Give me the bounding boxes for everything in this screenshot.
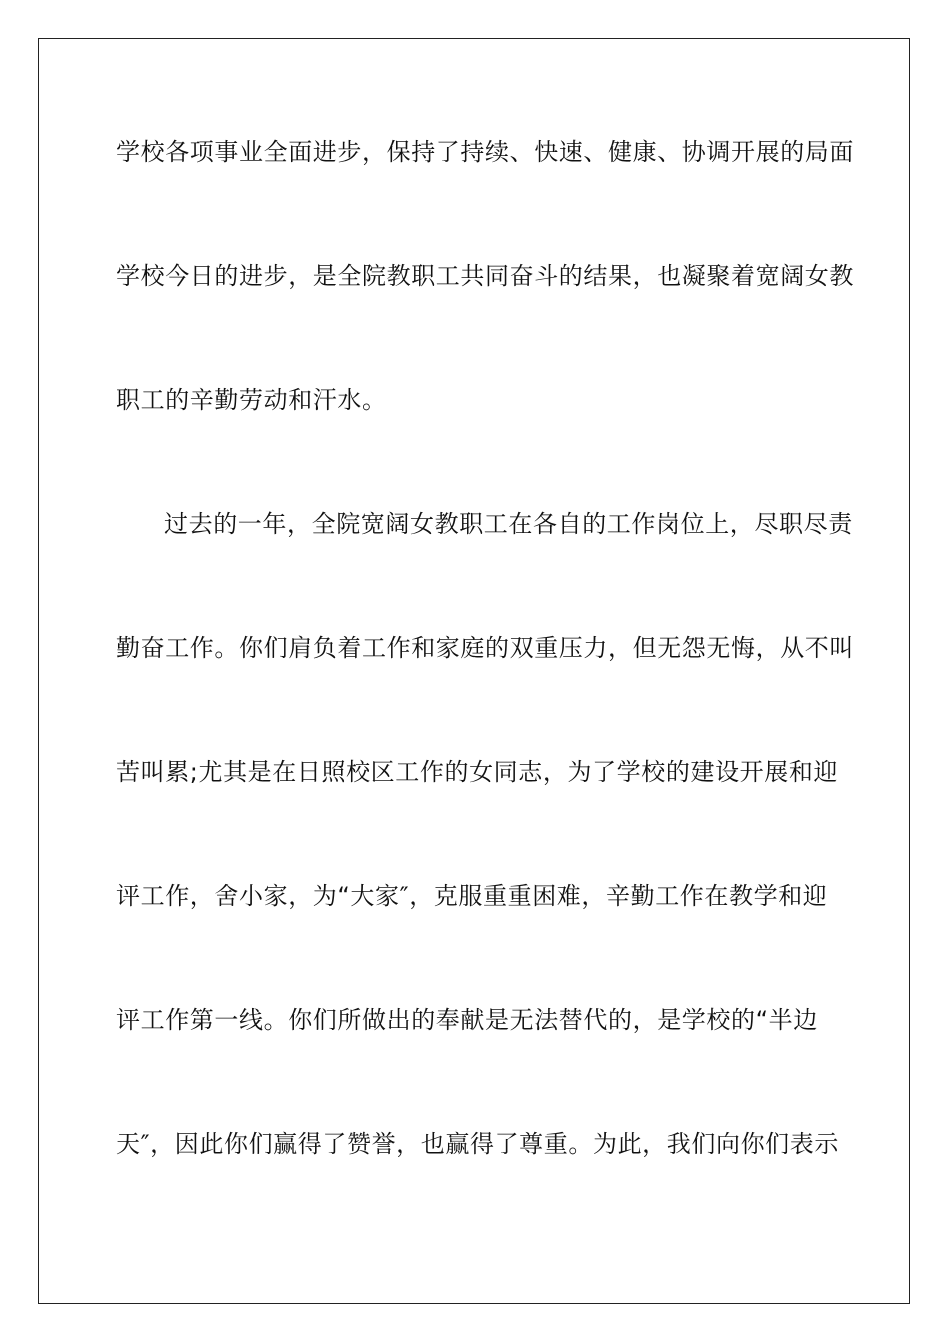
text-line-7: 评工作，舍小家，为“大家″，克服重重困难，辛勤工作在教学和迎	[116, 882, 828, 910]
text-line-2: 学校今日的进步，是全院教职工共同奋斗的结果，也凝聚着宽阔女教	[116, 262, 854, 290]
text-line-8: 评工作第一线。你们所做出的奉献是无法替代的，是学校的“半边	[116, 1006, 818, 1034]
text-line-6: 苦叫累;尤其是在日照校区工作的女同志，为了学校的建设开展和迎	[116, 758, 839, 786]
text-line-4: 过去的一年，全院宽阔女教职工在各自的工作岗位上，尽职尽责	[164, 510, 853, 538]
text-line-1: 学校各项事业全面进步，保持了持续、快速、健康、协调开展的局面	[116, 138, 854, 166]
text-line-9: 天″，因此你们赢得了赞誉，也赢得了尊重。为此，我们向你们表示	[116, 1130, 839, 1158]
text-line-5: 勤奋工作。你们肩负着工作和家庭的双重压力，但无怨无悔，从不叫	[116, 634, 854, 662]
text-line-3: 职工的辛勤劳动和汗水。	[116, 386, 387, 414]
page-border	[38, 38, 910, 1304]
